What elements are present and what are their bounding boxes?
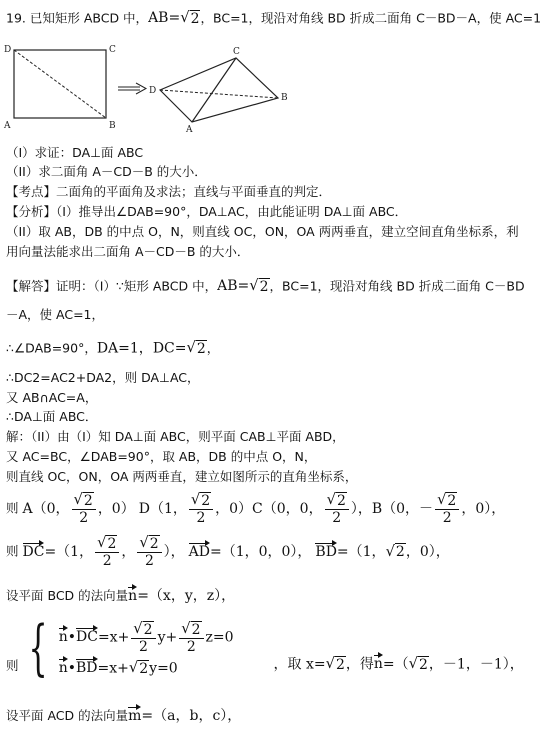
take-x: ，取 x= [273,656,326,673]
eq2-y: y=0 [149,659,178,676]
radicand: 2 [335,657,345,673]
label-D-right: D [149,86,157,96]
jieda-line-4: ∴DC2=AC2+DA2，则 DA⊥AC， [6,370,200,385]
eq1-dot: • [67,629,76,645]
rectangle-figure [3,45,116,131]
sqrt-2-bd: √ 2 [385,542,405,561]
eq1-frac-y: √ 2 2 [131,621,155,654]
point-d-start: D（1， [138,500,187,517]
denominator: 2 [332,510,342,526]
radicand-b: 2 [259,279,269,295]
vector-ad [189,544,312,560]
frac-dc-y: √ 2 2 [95,535,119,568]
angle-dab: ∴∠DAB=90°， [6,340,97,356]
point-b-end: ，0）， [461,500,506,517]
eq1-x: =x+ [97,629,130,645]
ze-1: 则 [6,500,19,516]
equation-system-wrapper [6,613,524,683]
vec-ad-label: AD [188,543,210,560]
radicand: 2 [191,621,201,638]
normal-bcd-line [6,589,235,603]
equation-system [19,613,234,683]
normal-acd-line [6,709,241,723]
normal-m-label: m [128,708,142,724]
radicand: 2 [107,536,117,552]
denominator: 2 [102,553,112,569]
frac-sqrt2-over-2-c: √ 2 2 [325,492,349,525]
radicand: 2 [201,493,211,509]
fenxi-line-2: （II）取 AB，DB 的中点 O，N，则直线 OC，ON，OA 两两垂直，建立空间直角坐标系，利 [6,224,519,239]
ab-label-2: AB= [217,278,250,295]
normal-acd-text: 设平面 ACD 的法向量 [6,708,129,723]
ab-eq [148,10,200,26]
eq2-x: =x+ [97,659,129,676]
vec-dc-end: ）， [163,543,185,560]
label-C-left: C [109,45,116,55]
equation-2 [59,660,234,676]
denominator: 2 [186,638,196,655]
radicand: 2 [149,536,159,552]
ab-label: AB= [148,10,181,27]
jieda-line-8: 又 AC=BC，∠DAB=90°，取 AB，DB 的中点 O，N， [6,449,317,464]
jieda-line-6: ∴DA⊥面 ABC． [6,409,98,424]
jieda-line-7: 解：（II）由（I）知 DA⊥面 ABC，则平面 CAB⊥平面 ABD， [6,429,345,444]
fold-arrow-icon [118,83,146,94]
da-value: DA=1， [96,340,153,357]
point-d-end: ，0）C（0，0， [215,500,323,517]
result-sqrt: √ 2 [408,655,428,673]
label-A-left: A [4,121,11,131]
normal-bcd-text: 设平面 BCD 的法向量 [6,588,129,603]
sqrt-2: √ 2 [180,9,200,27]
frac-sqrt2-over-2-b: √ 2 2 [435,492,459,525]
geometry-figures [0,36,300,136]
eq1-z: z=0 [205,629,234,645]
dc-label: DC= [152,340,187,357]
denominator: 2 [79,510,89,526]
point-a-end: ，0） [97,500,135,517]
radicand: 2 [83,493,93,509]
denominator: 2 [442,510,452,526]
kaodian-text: 二面角的平面角及求法；直线与平面垂直的判定． [56,184,332,199]
vec-dc-label: DC [22,543,45,560]
tetrahedron-figure [149,47,288,135]
problem-statement [6,10,541,26]
frac-sqrt2-over-2-d: √ 2 2 [189,492,213,525]
jieda-text-1b: ，BC=1，现沿对角线 BD 折成二面角 C－BD [269,278,525,294]
radicand-c: 2 [196,341,206,357]
jieda-line-2: －A，使 AC=1， [6,307,105,322]
point-c-end: ），B（0，－ [350,500,434,517]
radicand: 2 [419,657,428,673]
radicand: 2 [143,621,153,638]
comma: ， [121,543,136,560]
fenxi-tag: 【分析】 [6,204,57,219]
denominator: 2 [138,638,148,655]
fenxi-text-1: （I）推导出∠DAB=90°，DA⊥AC，由此能证明 DA⊥面 ABC． [56,204,408,219]
vec-bd-end: ，0）， [405,543,450,560]
fenxi-line-3: 用向量法能求出二面角 A－CD－B 的大小． [6,244,250,259]
denominator: 2 [145,553,154,569]
radicand: 2 [190,11,200,27]
eq1-frac-z: √ 2 2 [179,621,203,654]
vec-bd-eq: =（1， [336,543,386,560]
de: ，得 [345,656,374,673]
ab-eq-2 [217,278,269,294]
result-n: n [373,656,383,673]
eq1-y: y+ [157,629,178,645]
jieda-tag: 【解答】 [6,278,57,294]
problem-intro: 19. 已知矩形 ABCD 中， [6,10,149,26]
label-B-right: B [281,93,288,103]
eq2-sqrt: √ 2 [128,658,149,677]
label-A-right: A [186,125,193,135]
coordinates-line [6,492,505,525]
eq1-dc: DC [76,629,98,645]
vec-bd-label: BD [315,543,337,560]
vector-bd [315,544,449,560]
jieda-line-5: 又 AB∩AC=A， [6,390,98,405]
radicand: 2 [447,493,457,509]
vector-dc [22,534,185,569]
eq2-bd: BD [76,659,98,676]
normal-n-components: =（x，y，z）， [137,588,236,604]
normal-n-label: n [128,588,138,604]
jieda-line-1 [6,278,525,294]
label-D-left: D [4,45,12,55]
sqrt-2-b: √ 2 [249,277,269,295]
eq2-n: n [58,659,68,676]
take-x-result [274,656,524,672]
problem-rest: ，BC=1，现沿对角线 BD 折成二面角 C－BD－A，使 AC=1 [200,10,542,26]
jieda-line-9: 则直线 OC，ON，OA 两两垂直，建立如图所示的直角坐标系， [6,469,358,484]
ze-3: 则 [6,657,19,673]
ze-2: 则 [6,543,19,559]
kaodian-tag: 【考点】 [6,184,57,199]
result-n-end: ，－1，－1）， [428,656,524,673]
radicand: 2 [395,544,405,561]
comma-3: ， [206,340,220,356]
vectors-line [6,535,450,568]
equation-system-line [6,613,524,683]
label-B-left: B [109,121,116,131]
jieda-text-1a: 证明：（I）∵矩形 ABCD 中， [56,278,218,294]
equation-1 [59,621,234,654]
sqrt-2-c: √ 2 [186,339,206,357]
normal-m-components: =（a，b，c）， [141,708,242,724]
kaodian [6,186,331,199]
radicand: 2 [139,660,149,677]
result-n-open: =（ [382,656,409,673]
denominator: 2 [196,510,206,526]
question-1: （I）求证：DA⊥面 ABC [6,145,144,160]
eq1-n: n [58,629,68,645]
frac-sqrt2-over-2-a: √ 2 2 [72,492,96,525]
frac-dc-z: √ 2 2 [137,535,161,568]
jieda-line-3 [6,340,219,356]
point-a [22,491,135,526]
radicand: 2 [336,493,346,509]
label-C-right: C [233,47,240,57]
point-a-start: A（0， [22,500,70,517]
vec-dc-eq: =（1， [44,543,94,560]
point-d [138,491,506,526]
take-sqrt: √ 2 [325,655,345,673]
fenxi-line-1 [6,206,407,219]
eq2-dot: • [67,659,76,676]
question-2: （II）求二面角 A－CD－B 的大小． [6,164,207,179]
equation-rows [59,621,234,676]
vec-ad-eq: =（1，0，0）， [209,543,312,560]
left-brace: { [28,613,48,683]
